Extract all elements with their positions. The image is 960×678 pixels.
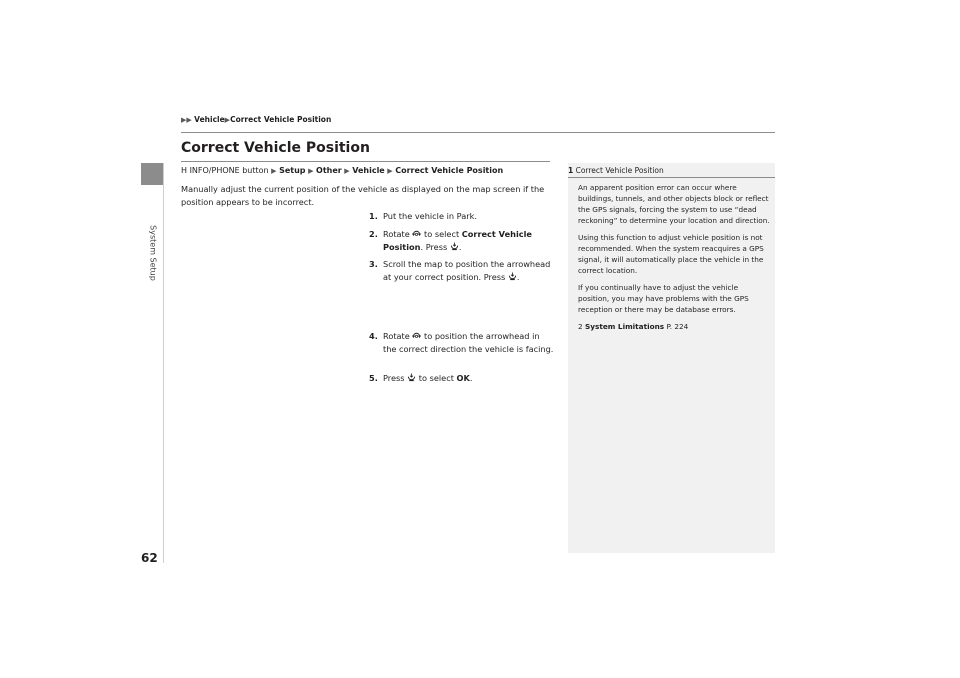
step-number: 3. [369,259,378,269]
cross-reference-label: System Limitations [584,322,665,331]
step-number: 4. [369,331,378,341]
step-number: 2. [369,229,378,239]
step-menu-item: Correct Vehicle Position [383,229,532,252]
path-start: INFO/PHONE button [189,166,269,175]
step-menu-item: OK [456,373,470,383]
cross-reference-icon: 2 [578,322,583,331]
step-number: 1. [369,211,378,221]
triangle-arrow-icon: ▶ [271,167,277,175]
step-text-part: to select [418,373,454,383]
side-note-paragraph: If you continually have to adjust the vehicle position, you may have problems with the GPS reception or there may be database errors. [578,283,749,314]
breadcrumb [181,115,331,124]
triangle-arrow-icon: ▶ [181,116,187,124]
interface-dial-press-icon [450,242,459,251]
triangle-arrow-icon: ▶ [308,167,314,175]
step-text-part: Rotate [383,229,410,239]
triangle-arrow-icon: ▶ [387,167,393,175]
side-note-header [568,166,775,175]
step-text-part: Press [383,373,405,383]
step-number: 5. [369,373,378,383]
step-text [383,228,555,253]
breadcrumb-item-current: Correct Vehicle Position [230,115,332,124]
triangle-arrow-icon: ▶ [344,167,350,175]
path-item-other: Other [316,166,342,175]
breadcrumb-item-vehicle[interactable]: Vehicle [194,115,225,124]
reference-mark-icon: 1 [568,166,574,175]
path-item-correct-position: Correct Vehicle Position [395,166,504,175]
cross-reference-link[interactable] [578,321,770,332]
home-symbol-icon: H [181,166,188,175]
side-note-paragraph: Using this function to adjust vehicle position is not recommended. When the system reacquires a GPS signal, it will automatically place the vehicle in the correct location. [578,233,764,275]
triangle-arrow-icon: ▶ [224,116,231,124]
step-text-part: . [469,373,473,383]
step-text [383,372,555,385]
section-divider [163,163,164,563]
path-item-vehicle: Vehicle [352,166,385,175]
interface-dial-press-icon [508,272,517,281]
page-title: Correct Vehicle Position [181,140,370,156]
side-note-paragraph: An apparent position error can occur where buildings, tunnels, and other objects block or reflect the GPS signals, forcing the system to use “dead reckoning” to determine your location and direction. [578,183,770,225]
menu-path [181,166,503,175]
interface-dial-rotate-icon [412,229,421,238]
header-rule [181,132,775,133]
step-text [383,330,555,355]
page-number: 62 [141,551,158,565]
step-text-part: . [458,241,462,252]
step-text-part: Scroll the map to position the arrowhead at your correct position. Press [383,259,551,282]
cross-reference-page: P. 224 [666,322,689,331]
step-text-part: to position the arrowhead in the correct direction the vehicle is facing. [383,331,554,354]
interface-dial-rotate-icon [412,331,421,340]
step-text: Put the vehicle in Park. [383,211,477,221]
step-text-part: . Press [420,241,448,252]
title-rule [181,161,550,162]
description: Manually adjust the current position of the vehicle as displayed on the map screen if the position appears to be incorrect. [181,184,545,207]
path-item-setup: Setup [279,166,306,175]
step-text-part: Rotate [383,331,410,341]
triangle-arrow-icon: ▶ [186,116,192,124]
step-text [383,258,555,283]
side-note-body [578,182,770,332]
side-note-rule [568,177,775,178]
step-text-part: to select [424,229,460,239]
section-tab-marker [141,163,163,185]
section-label: System Setup [148,225,158,281]
side-note-title: Correct Vehicle Position [575,166,664,175]
interface-dial-press-icon [407,373,416,382]
step-text-part: . [516,271,520,282]
